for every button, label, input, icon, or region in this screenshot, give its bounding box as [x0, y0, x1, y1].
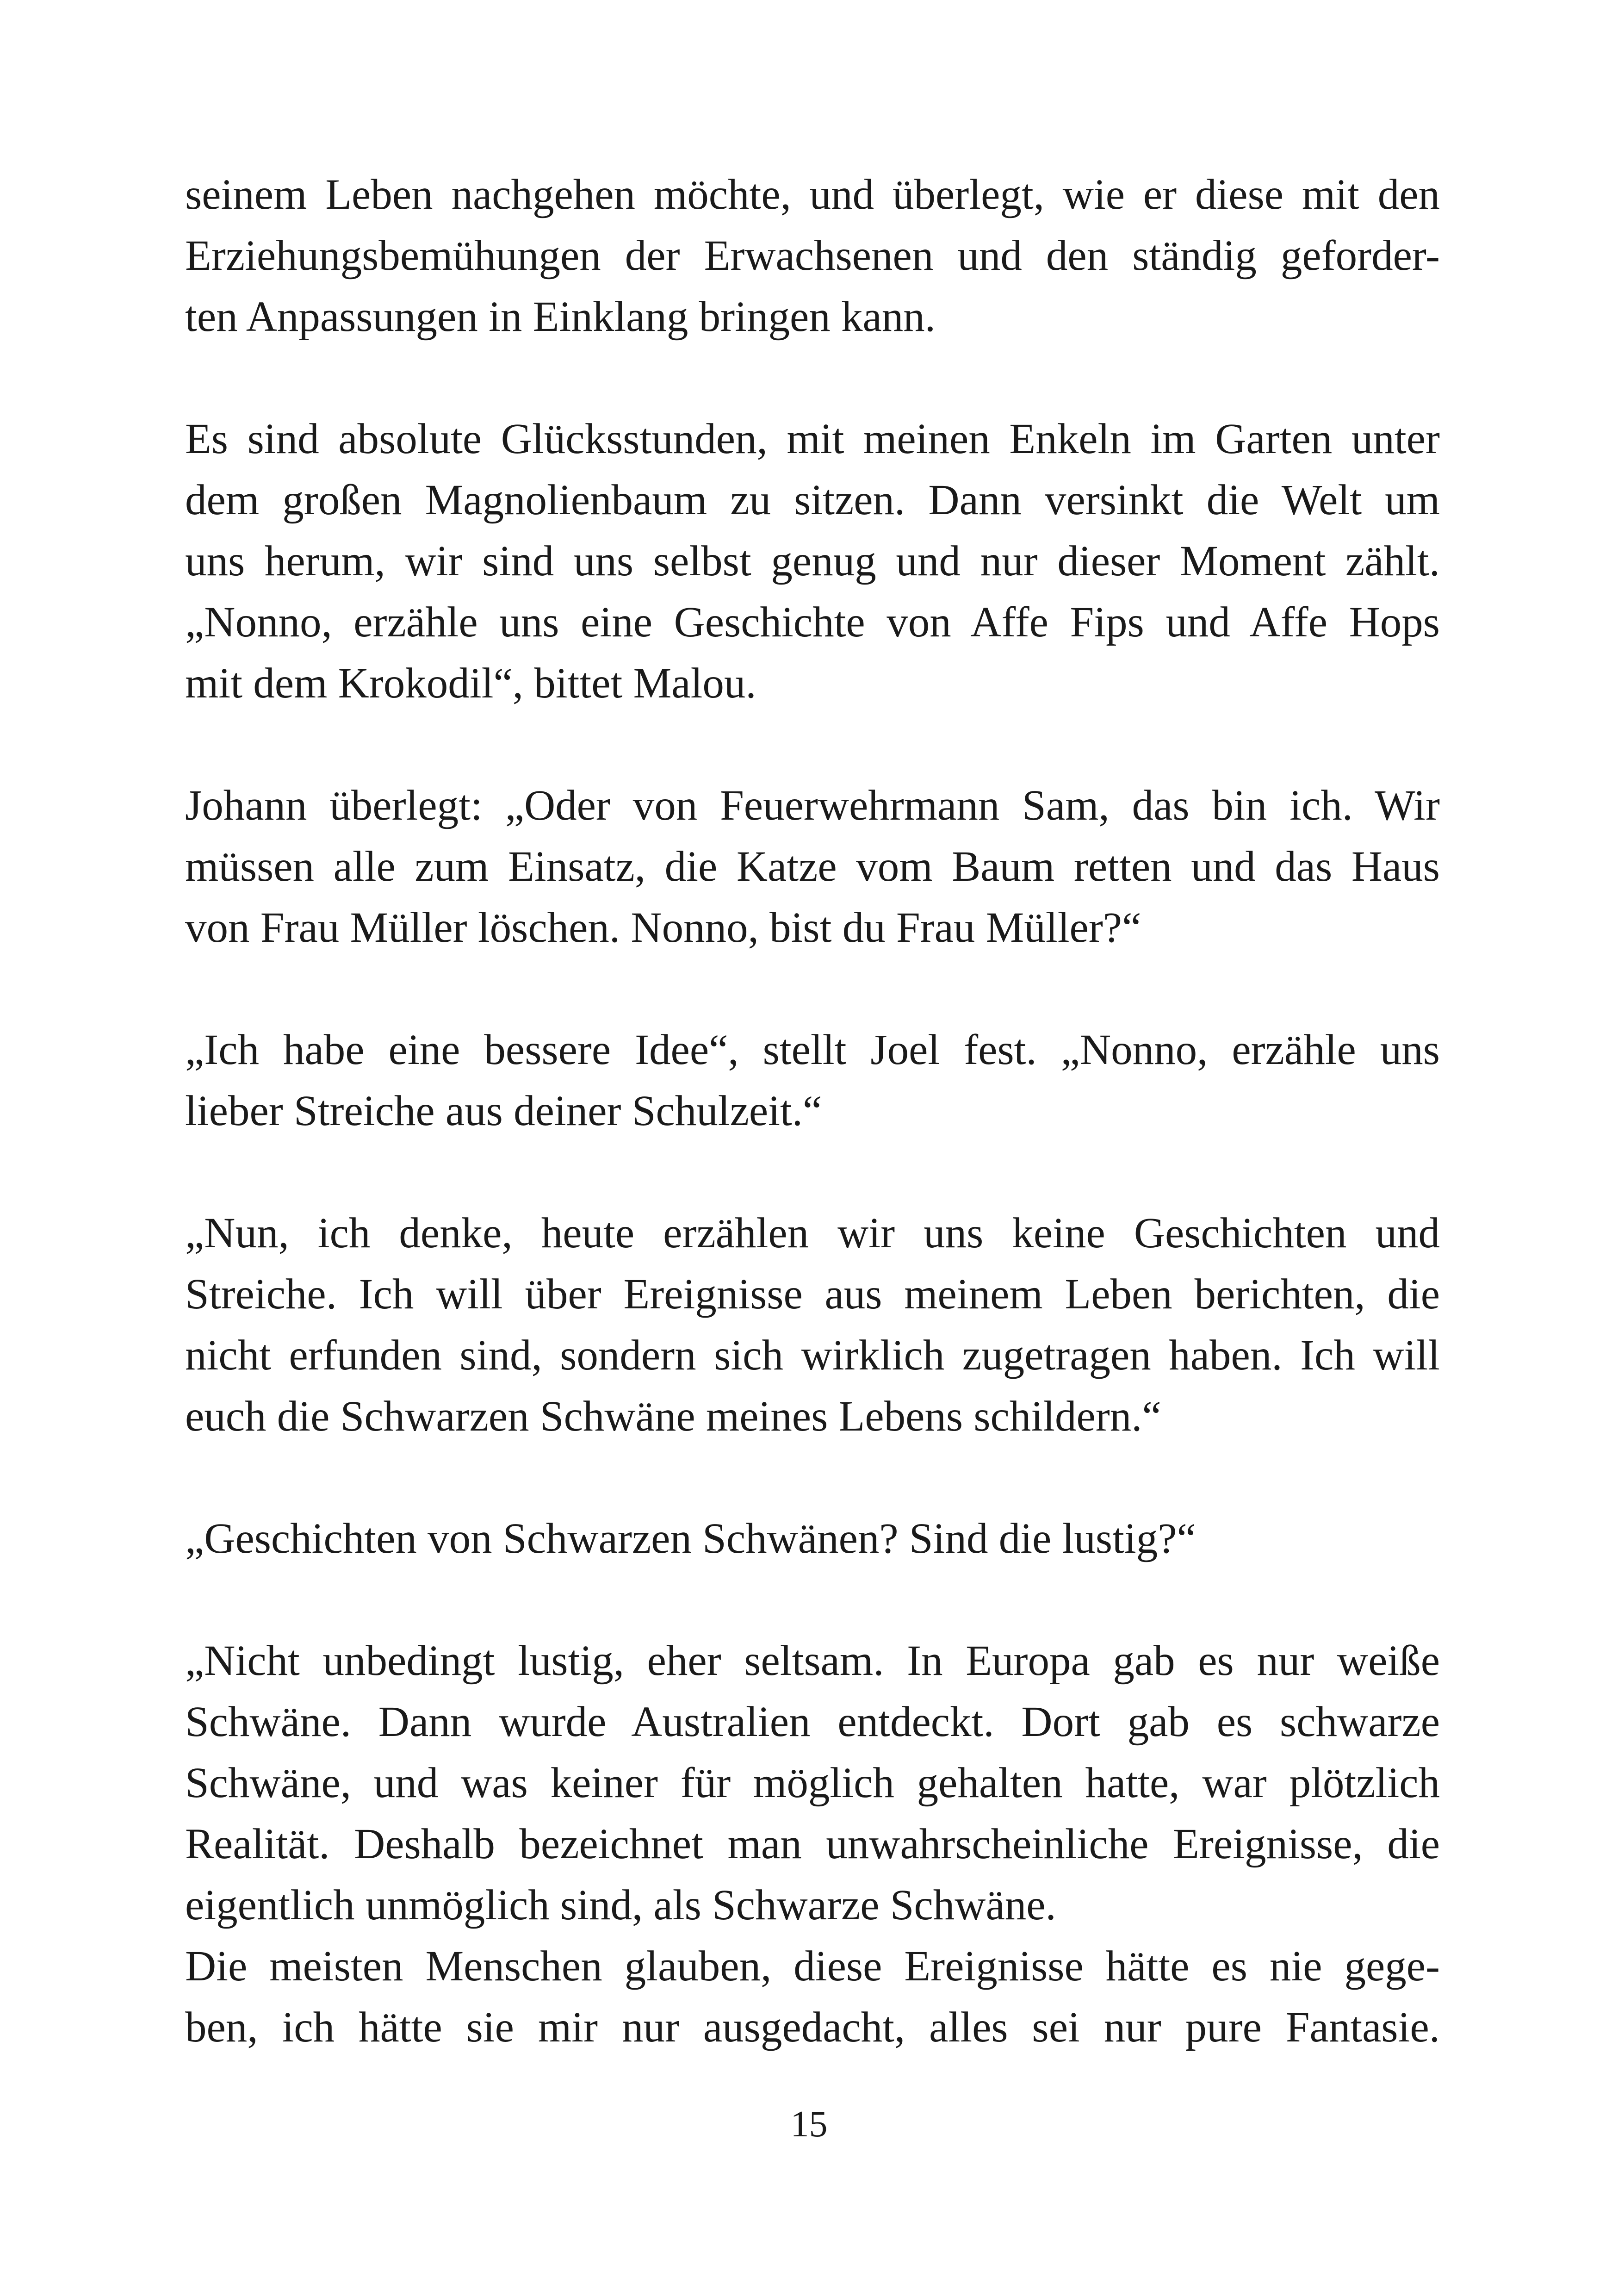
- body-text: [185, 164, 1440, 2058]
- paragraph-7: [185, 1630, 1440, 1936]
- text-line: euch die Schwarzen Schwäne meines Lebens schildern.“: [185, 1393, 1161, 1440]
- text-line: ten Anpassungen in Einklang bringen kann.: [185, 293, 936, 341]
- text-line: nicht erfunden sind, sondern sich wirklich zugetragen haben. Ich will: [185, 1332, 1440, 1379]
- text-line: eigentlich unmöglich sind, als Schwarze Schwäne.: [185, 1881, 1056, 1929]
- text-line: Schwäne. Dann wurde Australien entdeckt. Dort gab es schwarze: [185, 1698, 1440, 1746]
- text-line: müssen alle zum Einsatz, die Katze vom Baum retten und das Haus: [185, 843, 1440, 890]
- text-line: uns herum, wir sind uns selbst genug und nur dieser Moment zählt.: [185, 537, 1440, 585]
- text-line: „Nun, ich denke, heute erzählen wir uns keine Geschichten und: [185, 1209, 1440, 1257]
- paragraph-8: [185, 1936, 1440, 2058]
- text-line: „Nicht unbedingt lustig, eher seltsam. In Europa gab es nur weiße: [185, 1637, 1440, 1685]
- text-line: „Geschichten von Schwarzen Schwänen? Sind die lustig?“: [185, 1515, 1196, 1562]
- text-line: lieber Streiche aus deiner Schulzeit.“: [185, 1087, 822, 1135]
- text-line: Erziehungsbemühungen der Erwachsenen und den ständig geforder-: [185, 232, 1440, 280]
- text-line: Die meisten Menschen glauben, diese Ereignisse hätte es nie gege-: [185, 1942, 1440, 1990]
- text-line: Schwäne, und was keiner für möglich gehalten hatte, war plötzlich: [185, 1759, 1440, 1807]
- page-number: 15: [790, 2104, 828, 2145]
- text-line: seinem Leben nachgehen möchte, und überlegt, wie er diese mit den: [185, 171, 1440, 218]
- text-line: „Ich habe eine bessere Idee“, stellt Joel fest. „Nonno, erzähle uns: [185, 1026, 1440, 1074]
- text-line: dem großen Magnolienbaum zu sitzen. Dann versinkt die Welt um: [185, 476, 1440, 524]
- text-line: Johann überlegt: „Oder von Feuerwehrmann Sam, das bin ich. Wir: [185, 782, 1440, 829]
- paragraph-6: [185, 1508, 1440, 1569]
- text-line: Realität. Deshalb bezeichnet man unwahrscheinliche Ereignisse, die: [185, 1820, 1440, 1868]
- text-line: von Frau Müller löschen. Nonno, bist du Frau Müller?“: [185, 904, 1141, 952]
- paragraph-2: [185, 409, 1440, 714]
- paragraph-5: [185, 1203, 1440, 1447]
- paragraph-1: [185, 164, 1440, 348]
- text-line: ben, ich hätte sie mir nur ausgedacht, alles sei nur pure Fantasie.: [185, 2004, 1440, 2051]
- paragraph-3: [185, 775, 1440, 958]
- text-line: Streiche. Ich will über Ereignisse aus meinem Leben berichten, die: [185, 1270, 1440, 1318]
- text-line: Es sind absolute Glücksstunden, mit meinen Enkeln im Garten unter: [185, 415, 1440, 463]
- paragraph-4: [185, 1020, 1440, 1142]
- text-line: „Nonno, erzähle uns eine Geschichte von Affe Fips und Affe Hops: [185, 598, 1440, 646]
- text-line: mit dem Krokodil“, bittet Malou.: [185, 660, 756, 707]
